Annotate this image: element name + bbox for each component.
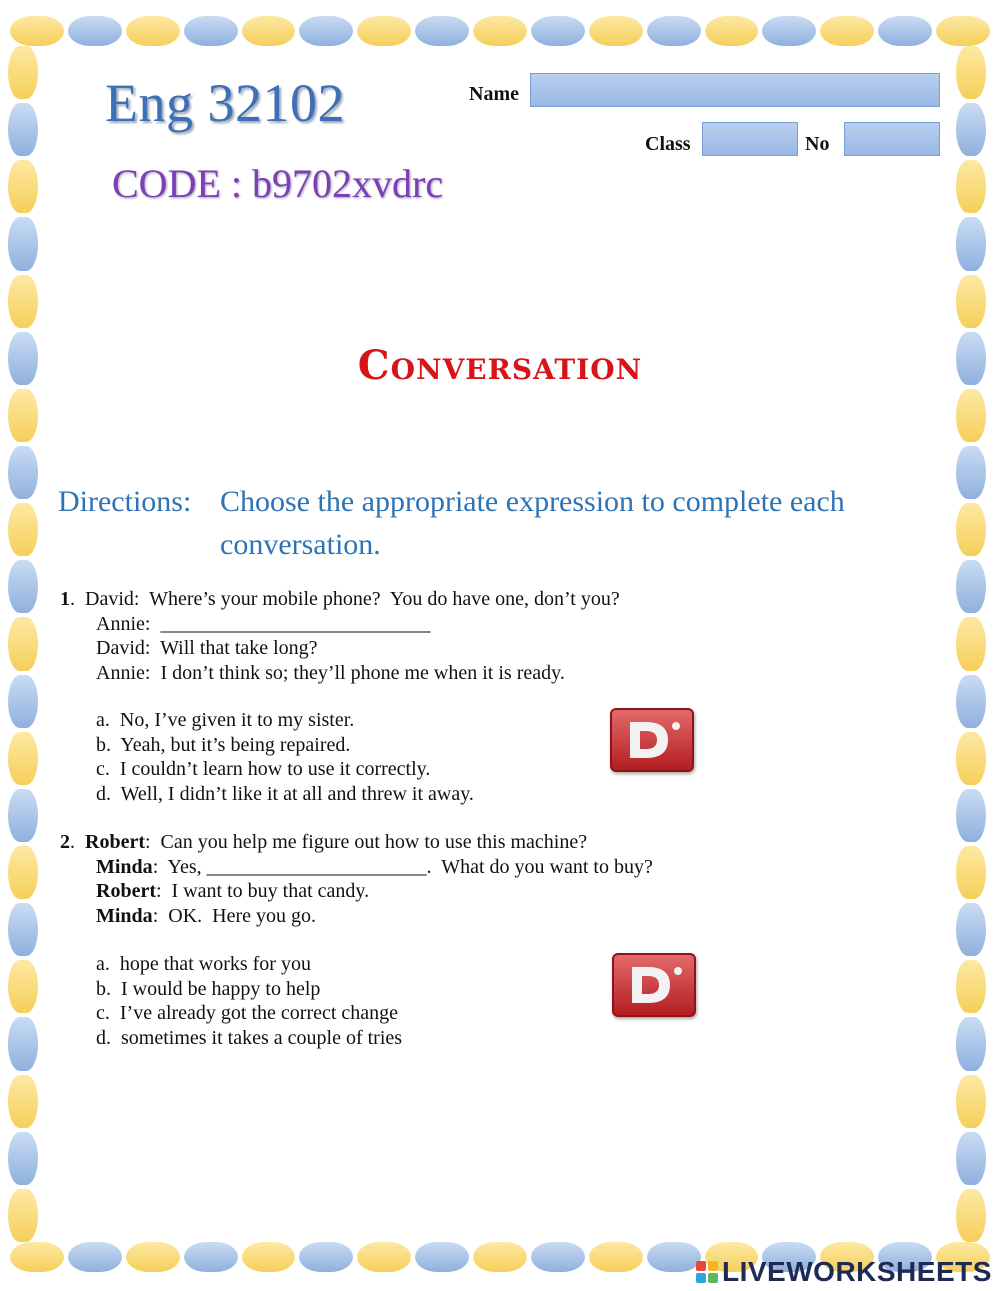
- speaker: Robert: [96, 880, 156, 902]
- border-segment: [531, 16, 585, 46]
- border-segment: [8, 675, 38, 728]
- option-c: c. I couldn’t learn how to use it correctly.: [96, 758, 431, 780]
- dialogue-text: : Yes, ______________________. What do you want to buy?: [152, 855, 653, 878]
- question-number: 2: [60, 831, 70, 853]
- border-segment: [299, 16, 353, 46]
- worksheet-title: Eng 32102: [105, 73, 345, 133]
- border-segment: [956, 389, 986, 442]
- border-left: [8, 46, 38, 1242]
- border-segment: [242, 1242, 296, 1272]
- border-segment: [956, 1075, 986, 1128]
- border-segment: [473, 1242, 527, 1272]
- option-d: d. Well, I didn’t like it at all and threw it away.: [96, 782, 474, 805]
- worksheet-code: CODE : b9702xvdrc: [112, 161, 444, 206]
- dialogue-text: : I want to buy that candy.: [155, 880, 370, 902]
- border-segment: [415, 1242, 469, 1272]
- border-segment: [8, 389, 38, 442]
- border-segment: [10, 16, 64, 46]
- speaker: Annie:: [96, 612, 151, 635]
- border-segment: [956, 903, 986, 956]
- border-segment: [8, 903, 38, 956]
- directions: [58, 480, 938, 561]
- answer-dropdown-2[interactable]: [612, 953, 696, 1017]
- speaker: Minda: [96, 904, 153, 927]
- border-segment: [299, 1242, 353, 1272]
- border-segment: [956, 275, 986, 328]
- border-segment: [8, 789, 38, 842]
- question-2: 2. Robert: Can you help me figure out how to use this machine? Minda: Yes, ______________________. What do you want to buy? Robert: I want to buy that candy. Minda: OK. Here you go.: [60, 831, 653, 927]
- border-segment: [8, 46, 38, 99]
- border-segment: [8, 1132, 38, 1185]
- border-segment: [126, 1242, 180, 1272]
- name-field[interactable]: [530, 73, 940, 107]
- border-segment: [936, 16, 990, 46]
- speaker: David:: [85, 588, 140, 610]
- border-segment: [956, 675, 986, 728]
- speaker: Minda: [96, 855, 153, 878]
- border-segment: [820, 16, 874, 46]
- border-segment: [762, 16, 816, 46]
- border-segment: [956, 1017, 986, 1070]
- border-segment: [956, 46, 986, 99]
- border-segment: [647, 16, 701, 46]
- border-segment: [956, 732, 986, 785]
- border-segment: [878, 16, 932, 46]
- border-top: [10, 16, 990, 46]
- border-segment: [956, 1189, 986, 1242]
- border-segment: [8, 160, 38, 213]
- border-segment: [589, 16, 643, 46]
- option-c: c. I’ve already got the correct change: [96, 1002, 399, 1024]
- border-segment: [956, 103, 986, 156]
- border-segment: [415, 16, 469, 46]
- directions-text: Choose the appropriate expression to complete each conversation.: [220, 485, 845, 561]
- name-label: Name: [469, 83, 519, 105]
- dialogue-text: I don’t think so; they’ll phone me when it is ready.: [150, 661, 565, 684]
- border-segment: [10, 1242, 64, 1272]
- d-dropdown-icon: [614, 955, 694, 1015]
- dialogue-text: Where’s your mobile phone? You do have one, don’t you?: [139, 588, 620, 610]
- border-segment: [8, 1189, 38, 1242]
- option-b: b. Yeah, but it’s being repaired.: [96, 733, 351, 756]
- border-segment: [647, 1242, 701, 1272]
- border-segment: [126, 16, 180, 46]
- option-a: a. hope that works for you: [96, 953, 311, 975]
- option-a: a. No, I’ve given it to my sister.: [96, 709, 355, 731]
- border-segment: [8, 446, 38, 499]
- border-segment: [705, 16, 759, 46]
- border-segment: [8, 1075, 38, 1128]
- dialogue-text: : Can you help me figure out how to use this machine?: [144, 831, 588, 853]
- brand-name: LIVEWORKSHEETS: [722, 1256, 992, 1287]
- border-segment: [8, 846, 38, 899]
- border-segment: [956, 160, 986, 213]
- border-segment: [8, 960, 38, 1013]
- dialogue-text: Will that take long?: [150, 637, 318, 659]
- no-label: No: [805, 133, 830, 155]
- border-segment: [531, 1242, 585, 1272]
- border-segment: [8, 217, 38, 270]
- question-1-options: [96, 708, 474, 806]
- border-segment: [184, 1242, 238, 1272]
- border-segment: [8, 275, 38, 328]
- border-segment: [956, 1132, 986, 1185]
- speaker: David:: [96, 637, 151, 659]
- border-segment: [357, 16, 411, 46]
- speaker: Annie:: [96, 661, 151, 684]
- border-segment: [956, 789, 986, 842]
- border-segment: [956, 617, 986, 670]
- border-segment: [8, 617, 38, 670]
- answer-dropdown-1[interactable]: [610, 708, 694, 772]
- border-segment: [242, 16, 296, 46]
- border-segment: [357, 1242, 411, 1272]
- border-segment: [956, 846, 986, 899]
- class-label: Class: [645, 133, 691, 155]
- class-field[interactable]: [702, 122, 798, 156]
- d-dropdown-icon: [612, 710, 692, 770]
- border-segment: [8, 1017, 38, 1070]
- border-segment: [8, 503, 38, 556]
- border-segment: [956, 217, 986, 270]
- directions-label: Directions:: [58, 485, 192, 518]
- border-segment: [8, 560, 38, 613]
- liveworksheets-logo: [696, 1256, 992, 1288]
- question-1: 1. David: Where’s your mobile phone? You do have one, don’t you? Annie: ___________________________ David: Will that take long? Annie: I don’t think so; they’ll phone me when it is ready.: [60, 588, 620, 684]
- border-segment: [956, 960, 986, 1013]
- border-segment: [956, 503, 986, 556]
- border-segment: [68, 1242, 122, 1272]
- border-segment: [184, 16, 238, 46]
- no-field[interactable]: [844, 122, 940, 156]
- section-heading: Conversation: [357, 342, 643, 389]
- option-b: b. I would be happy to help: [96, 977, 321, 1000]
- question-number: 1: [60, 588, 70, 610]
- dialogue-text: : OK. Here you go.: [152, 904, 316, 927]
- speaker: Robert: [85, 831, 145, 853]
- border-segment: [8, 732, 38, 785]
- border-segment: [68, 16, 122, 46]
- border-segment: [589, 1242, 643, 1272]
- border-segment: [956, 446, 986, 499]
- border-segment: [956, 560, 986, 613]
- border-segment: [8, 103, 38, 156]
- border-segment: [473, 16, 527, 46]
- option-d: d. sometimes it takes a couple of tries: [96, 1026, 403, 1049]
- question-2-options: [96, 952, 402, 1050]
- border-right: [956, 46, 986, 1242]
- answer-blank: ___________________________: [150, 612, 431, 635]
- logo-mark-icon: [696, 1261, 718, 1283]
